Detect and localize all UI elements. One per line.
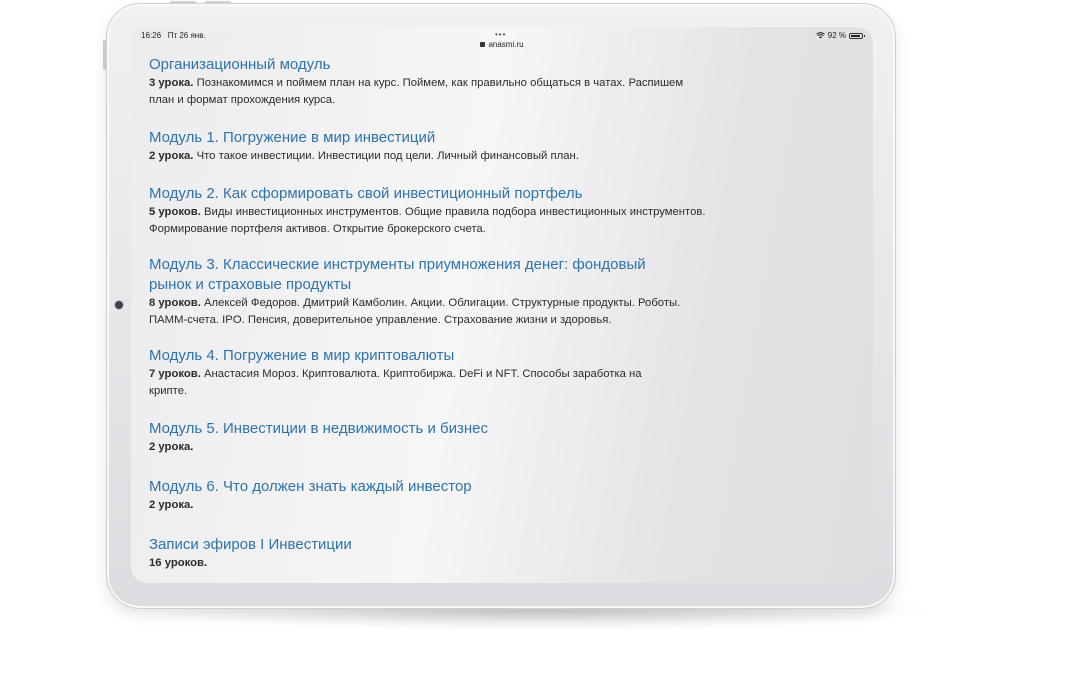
module-title[interactable]: Модуль 6. Что должен знать каждый инвестор	[149, 478, 472, 495]
module-lessons: 2 урока.	[149, 441, 194, 453]
module-title[interactable]: Модуль 2. Как сформировать свой инвестиционный портфель	[149, 185, 583, 202]
status-indicators	[816, 31, 863, 40]
module-lessons: 8 уроков.	[149, 297, 201, 309]
module-lessons: 7 уроков.	[149, 368, 201, 380]
module-item	[149, 184, 709, 238]
module-item	[149, 419, 709, 456]
status-time-date	[141, 31, 206, 40]
module-title[interactable]: Модуль 3. Классические инструменты приумножения денег: фондовый рынок и страховые продукты	[149, 256, 646, 293]
battery-percent: 92 %	[827, 31, 846, 40]
address-url: anasmi.ru	[488, 40, 524, 49]
camera-icon	[115, 301, 123, 309]
module-text: Виды инвестиционных инструментов. Общие правила подбора инвестиционных инструментов. Формирование портфеля активов. Открытие брокерского счета.	[149, 206, 706, 235]
module-text: Что такое инвестиции. Инвестиции под цели. Личный финансовый план.	[196, 150, 579, 162]
module-item	[149, 346, 709, 400]
module-lessons: 5 уроков.	[149, 206, 201, 218]
address-bar[interactable]	[131, 40, 873, 49]
module-text: Познакомимся и поймем план на курс. Поймем, как правильно общаться в чатах. Распишем план и формат прохождения курса.	[149, 77, 684, 106]
status-date: Пт 26 янв.	[167, 31, 206, 40]
module-item	[149, 55, 709, 109]
module-title[interactable]: Модуль 5. Инвестиции в недвижимость и бизнес	[149, 420, 488, 437]
tablet-screen	[131, 27, 873, 583]
module-description	[149, 204, 709, 238]
module-lessons: 3 урока.	[149, 77, 194, 89]
module-description	[149, 497, 709, 514]
module-title[interactable]: Модуль 1. Погружение в мир инвестиций	[149, 129, 436, 146]
wifi-icon	[816, 32, 825, 39]
module-title[interactable]: Записи эфиров I Инвестиции	[149, 536, 352, 553]
module-description	[149, 148, 709, 165]
module-lessons: 16 уроков.	[149, 557, 208, 569]
module-item	[149, 128, 709, 165]
more-dots-icon[interactable]: •••	[495, 30, 507, 39]
battery-icon	[849, 33, 863, 39]
module-description	[149, 439, 709, 456]
status-bar	[131, 27, 873, 53]
status-time: 16:26	[141, 31, 162, 40]
module-text: Анастасия Мороз. Криптовалюта. Криптобиржа. DeFi и NFT. Способы заработка на крипте.	[149, 368, 642, 397]
module-item	[149, 477, 709, 514]
module-description	[149, 555, 709, 572]
module-lessons: 2 урока.	[149, 499, 194, 511]
module-lessons: 2 урока.	[149, 150, 194, 162]
lock-icon	[480, 42, 485, 47]
module-description	[149, 366, 669, 400]
module-description	[149, 75, 709, 109]
module-title[interactable]: Модуль 4. Погружение в мир криптовалюты	[149, 347, 455, 364]
module-description	[149, 295, 694, 329]
module-item	[149, 535, 709, 572]
module-item	[149, 255, 709, 329]
module-title[interactable]: Организационный модуль	[149, 56, 331, 73]
battery-fill	[851, 35, 860, 37]
module-text: Алексей Федоров. Дмитрий Камболин. Акции. Облигации. Структурные продукты. Роботы. ПАММ-счета. IPO. Пенсия, доверительное управление. Страхование жизни и здоровья.	[149, 297, 681, 326]
